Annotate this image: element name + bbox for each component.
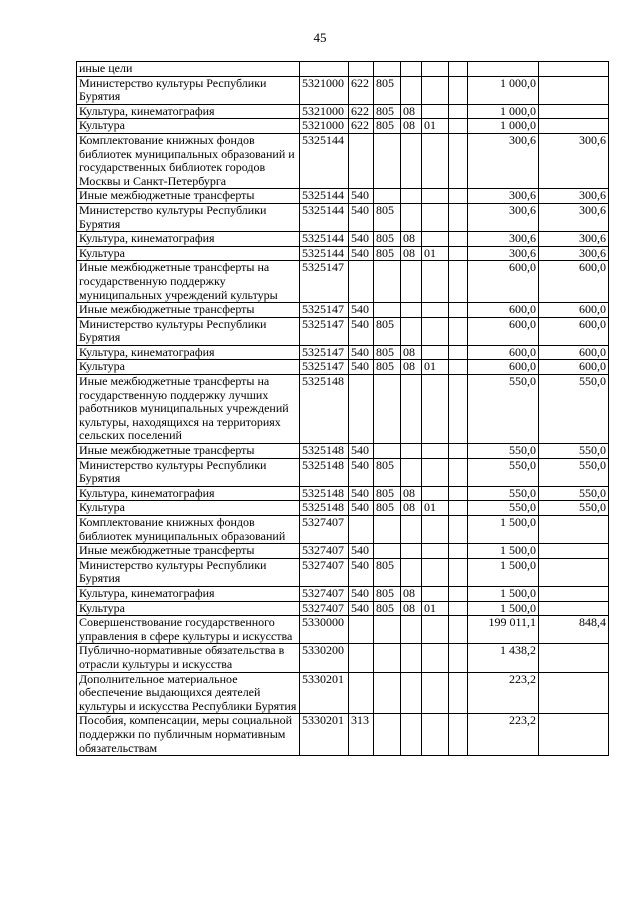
table-row — [77, 246, 609, 261]
row-name-cell: Иные межбюджетные трансферты — [77, 189, 300, 204]
row-code-cell: 5321000 — [300, 76, 349, 104]
row-name-cell: Министерство культуры Республики Бурятия — [77, 558, 300, 586]
row-vr-cell: 540 — [349, 317, 374, 345]
row-code-cell: 5325147 — [300, 360, 349, 375]
row-pr-cell — [422, 203, 449, 231]
row-grbs-cell — [374, 189, 401, 204]
row-code-cell: 5321000 — [300, 104, 349, 119]
row-sum-2013-cell: 300,6 — [468, 232, 539, 247]
row-code-cell: 5325147 — [300, 317, 349, 345]
row-empty-cell — [449, 601, 468, 616]
row-pr-cell: 01 — [422, 119, 449, 134]
row-code-cell: 5327407 — [300, 544, 349, 559]
row-empty-cell — [449, 444, 468, 459]
table-row — [77, 444, 609, 459]
row-rz-cell: 08 — [401, 486, 422, 501]
table-row — [77, 558, 609, 586]
row-name-cell: Совершенствование государственного управления в сфере культуры и искусства — [77, 616, 300, 644]
row-grbs-cell: 805 — [374, 486, 401, 501]
row-empty-cell — [449, 458, 468, 486]
row-pr-cell — [422, 616, 449, 644]
row-sum-federal-cell — [539, 62, 609, 77]
row-name-cell: Культура, кинематография — [77, 586, 300, 601]
row-code-cell: 5325144 — [300, 189, 349, 204]
row-sum-federal-cell: 600,0 — [539, 345, 609, 360]
row-vr-cell: 540 — [349, 486, 374, 501]
row-rz-cell — [401, 133, 422, 188]
row-sum-federal-cell: 600,0 — [539, 303, 609, 318]
row-rz-cell: 08 — [401, 586, 422, 601]
row-empty-cell — [449, 516, 468, 544]
row-grbs-cell — [374, 644, 401, 672]
row-pr-cell — [422, 544, 449, 559]
row-vr-cell — [349, 133, 374, 188]
row-vr-cell: 540 — [349, 189, 374, 204]
row-rz-cell — [401, 203, 422, 231]
row-vr-cell: 540 — [349, 345, 374, 360]
row-rz-cell — [401, 375, 422, 444]
row-pr-cell — [422, 486, 449, 501]
row-sum-federal-cell: 550,0 — [539, 444, 609, 459]
row-empty-cell — [449, 203, 468, 231]
row-name-cell: Культура, кинематография — [77, 345, 300, 360]
row-empty-cell — [449, 232, 468, 247]
row-rz-cell: 08 — [401, 501, 422, 516]
row-code-cell: 5325144 — [300, 232, 349, 247]
row-name-cell: Иные межбюджетные трансферты — [77, 544, 300, 559]
row-name-cell: Культура — [77, 601, 300, 616]
row-empty-cell — [449, 133, 468, 188]
table-row — [77, 104, 609, 119]
row-name-cell: Культура, кинематография — [77, 486, 300, 501]
row-vr-cell: 540 — [349, 246, 374, 261]
row-sum-2013-cell: 1 500,0 — [468, 544, 539, 559]
row-empty-cell — [449, 672, 468, 714]
row-sum-federal-cell: 300,6 — [539, 133, 609, 188]
table-row — [77, 544, 609, 559]
row-name-cell: Культура — [77, 360, 300, 375]
row-pr-cell — [422, 714, 449, 756]
row-empty-cell — [449, 714, 468, 756]
row-sum-federal-cell — [539, 714, 609, 756]
table-row — [77, 133, 609, 188]
row-sum-2013-cell: 550,0 — [468, 486, 539, 501]
row-vr-cell: 540 — [349, 558, 374, 586]
row-sum-federal-cell: 300,6 — [539, 203, 609, 231]
row-pr-cell — [422, 76, 449, 104]
row-grbs-cell — [374, 516, 401, 544]
row-pr-cell — [422, 232, 449, 247]
row-name-cell: Публично-нормативные обязательства в отрасли культуры и искусства — [77, 644, 300, 672]
row-rz-cell — [401, 544, 422, 559]
row-grbs-cell: 805 — [374, 360, 401, 375]
row-sum-2013-cell: 1 500,0 — [468, 601, 539, 616]
row-code-cell: 5325148 — [300, 375, 349, 444]
row-rz-cell — [401, 516, 422, 544]
row-pr-cell — [422, 133, 449, 188]
row-rz-cell: 08 — [401, 345, 422, 360]
row-vr-cell: 622 — [349, 76, 374, 104]
row-rz-cell — [401, 261, 422, 303]
row-code-cell: 5327407 — [300, 586, 349, 601]
row-grbs-cell — [374, 62, 401, 77]
row-code-cell: 5330000 — [300, 616, 349, 644]
row-rz-cell: 08 — [401, 246, 422, 261]
row-empty-cell — [449, 119, 468, 134]
row-sum-2013-cell: 1 438,2 — [468, 644, 539, 672]
row-sum-federal-cell — [539, 586, 609, 601]
row-name-cell: Культура, кинематография — [77, 104, 300, 119]
row-sum-federal-cell — [539, 672, 609, 714]
row-empty-cell — [449, 317, 468, 345]
row-sum-2013-cell: 1 500,0 — [468, 586, 539, 601]
row-sum-2013-cell: 600,0 — [468, 317, 539, 345]
row-sum-2013-cell: 300,6 — [468, 246, 539, 261]
row-vr-cell: 540 — [349, 601, 374, 616]
row-sum-federal-cell: 550,0 — [539, 458, 609, 486]
table-row — [77, 303, 609, 318]
row-sum-2013-cell: 223,2 — [468, 672, 539, 714]
row-grbs-cell — [374, 616, 401, 644]
row-pr-cell — [422, 62, 449, 77]
row-rz-cell — [401, 303, 422, 318]
row-pr-cell — [422, 375, 449, 444]
row-pr-cell — [422, 345, 449, 360]
budget-table — [76, 61, 609, 756]
row-empty-cell — [449, 616, 468, 644]
row-code-cell — [300, 62, 349, 77]
row-name-cell: Министерство культуры Республики Бурятия — [77, 76, 300, 104]
row-empty-cell — [449, 544, 468, 559]
row-vr-cell: 622 — [349, 104, 374, 119]
row-sum-2013-cell: 300,6 — [468, 189, 539, 204]
row-pr-cell — [422, 444, 449, 459]
row-vr-cell: 540 — [349, 360, 374, 375]
row-pr-cell: 01 — [422, 360, 449, 375]
row-sum-2013-cell: 1 000,0 — [468, 104, 539, 119]
row-pr-cell — [422, 458, 449, 486]
table-row — [77, 189, 609, 204]
table-row — [77, 375, 609, 444]
row-pr-cell — [422, 558, 449, 586]
row-rz-cell: 08 — [401, 119, 422, 134]
row-sum-federal-cell: 600,0 — [539, 261, 609, 303]
row-code-cell: 5327407 — [300, 601, 349, 616]
row-vr-cell: 540 — [349, 586, 374, 601]
row-pr-cell: 01 — [422, 246, 449, 261]
table-row — [77, 261, 609, 303]
page-number: 45 — [313, 30, 327, 45]
row-pr-cell — [422, 317, 449, 345]
table-row — [77, 672, 609, 714]
row-name-cell: Культура — [77, 501, 300, 516]
row-sum-federal-cell — [539, 76, 609, 104]
row-vr-cell: 540 — [349, 501, 374, 516]
row-vr-cell — [349, 644, 374, 672]
row-empty-cell — [449, 558, 468, 586]
row-rz-cell — [401, 444, 422, 459]
row-code-cell: 5330201 — [300, 672, 349, 714]
row-code-cell: 5325144 — [300, 203, 349, 231]
row-sum-2013-cell: 600,0 — [468, 360, 539, 375]
row-grbs-cell — [374, 714, 401, 756]
row-empty-cell — [449, 360, 468, 375]
row-pr-cell — [422, 303, 449, 318]
row-grbs-cell: 805 — [374, 76, 401, 104]
row-grbs-cell — [374, 672, 401, 714]
table-row — [77, 203, 609, 231]
row-grbs-cell: 805 — [374, 558, 401, 586]
row-code-cell: 5325148 — [300, 444, 349, 459]
table-row — [77, 119, 609, 134]
row-sum-2013-cell: 223,2 — [468, 714, 539, 756]
row-name-cell: Культура, кинематография — [77, 232, 300, 247]
row-name-cell: Министерство культуры Республики Бурятия — [77, 458, 300, 486]
row-sum-2013-cell: 1 500,0 — [468, 558, 539, 586]
row-vr-cell: 540 — [349, 544, 374, 559]
row-rz-cell — [401, 616, 422, 644]
row-empty-cell — [449, 189, 468, 204]
row-vr-cell: 540 — [349, 303, 374, 318]
row-sum-2013-cell: 1 500,0 — [468, 516, 539, 544]
row-name-cell: Комплектование книжных фондов библиотек муниципальных образований и государственных библиотек городов Москвы и Санкт-Петербурга — [77, 133, 300, 188]
row-sum-federal-cell — [539, 544, 609, 559]
row-grbs-cell: 805 — [374, 586, 401, 601]
row-sum-federal-cell: 600,0 — [539, 360, 609, 375]
row-sum-federal-cell: 600,0 — [539, 317, 609, 345]
row-sum-federal-cell — [539, 104, 609, 119]
row-sum-2013-cell: 550,0 — [468, 458, 539, 486]
table-row — [77, 501, 609, 516]
row-code-cell: 5325147 — [300, 261, 349, 303]
row-sum-2013-cell: 199 011,1 — [468, 616, 539, 644]
row-name-cell: Иные межбюджетные трансферты — [77, 303, 300, 318]
table-row — [77, 232, 609, 247]
row-rz-cell — [401, 62, 422, 77]
row-vr-cell — [349, 261, 374, 303]
row-sum-2013-cell: 600,0 — [468, 345, 539, 360]
table-row — [77, 616, 609, 644]
row-vr-cell — [349, 516, 374, 544]
row-rz-cell: 08 — [401, 360, 422, 375]
budget-table-body — [77, 62, 609, 756]
row-pr-cell — [422, 189, 449, 204]
row-rz-cell — [401, 76, 422, 104]
row-code-cell: 5325148 — [300, 486, 349, 501]
row-name-cell: Иные межбюджетные трансферты — [77, 444, 300, 459]
row-empty-cell — [449, 345, 468, 360]
row-sum-federal-cell — [539, 119, 609, 134]
row-name-cell: Иные межбюджетные трансферты на государственную поддержку лучших работников муниципальных учреждений культуры, находящихся на территориях сельских поселений — [77, 375, 300, 444]
row-rz-cell — [401, 317, 422, 345]
row-empty-cell — [449, 62, 468, 77]
row-rz-cell — [401, 458, 422, 486]
row-pr-cell: 01 — [422, 501, 449, 516]
table-row — [77, 76, 609, 104]
row-rz-cell — [401, 644, 422, 672]
row-pr-cell — [422, 644, 449, 672]
row-empty-cell — [449, 261, 468, 303]
row-grbs-cell — [374, 544, 401, 559]
row-grbs-cell — [374, 303, 401, 318]
table-row — [77, 601, 609, 616]
row-empty-cell — [449, 303, 468, 318]
row-name-cell: Культура — [77, 119, 300, 134]
table-row — [77, 644, 609, 672]
row-grbs-cell: 805 — [374, 246, 401, 261]
row-sum-2013-cell: 300,6 — [468, 133, 539, 188]
row-code-cell: 5321000 — [300, 119, 349, 134]
row-rz-cell — [401, 189, 422, 204]
row-rz-cell — [401, 672, 422, 714]
row-vr-cell: 622 — [349, 119, 374, 134]
row-sum-federal-cell — [539, 601, 609, 616]
row-rz-cell — [401, 558, 422, 586]
row-name-cell: иные цели — [77, 62, 300, 77]
row-vr-cell: 540 — [349, 203, 374, 231]
row-code-cell: 5325148 — [300, 458, 349, 486]
row-name-cell: Министерство культуры Республики Бурятия — [77, 317, 300, 345]
table-row — [77, 714, 609, 756]
row-name-cell: Министерство культуры Республики Бурятия — [77, 203, 300, 231]
row-name-cell: Культура — [77, 246, 300, 261]
row-grbs-cell: 805 — [374, 119, 401, 134]
row-sum-2013-cell: 600,0 — [468, 303, 539, 318]
row-grbs-cell — [374, 261, 401, 303]
table-row — [77, 317, 609, 345]
row-code-cell: 5327407 — [300, 516, 349, 544]
row-sum-federal-cell: 550,0 — [539, 486, 609, 501]
row-grbs-cell: 805 — [374, 601, 401, 616]
row-name-cell: Комплектование книжных фондов библиотек муниципальных образований — [77, 516, 300, 544]
row-sum-2013-cell: 1 000,0 — [468, 76, 539, 104]
row-grbs-cell: 805 — [374, 232, 401, 247]
row-grbs-cell: 805 — [374, 203, 401, 231]
row-empty-cell — [449, 104, 468, 119]
row-sum-federal-cell: 300,6 — [539, 232, 609, 247]
row-sum-2013-cell: 300,6 — [468, 203, 539, 231]
row-sum-2013-cell: 1 000,0 — [468, 119, 539, 134]
row-empty-cell — [449, 501, 468, 516]
row-vr-cell — [349, 375, 374, 444]
row-sum-federal-cell: 300,6 — [539, 246, 609, 261]
row-code-cell: 5325144 — [300, 246, 349, 261]
table-row — [77, 360, 609, 375]
row-code-cell: 5327407 — [300, 558, 349, 586]
row-vr-cell — [349, 62, 374, 77]
row-sum-2013-cell — [468, 62, 539, 77]
row-rz-cell: 08 — [401, 232, 422, 247]
row-pr-cell — [422, 261, 449, 303]
row-pr-cell — [422, 516, 449, 544]
row-empty-cell — [449, 76, 468, 104]
row-sum-federal-cell: 550,0 — [539, 375, 609, 444]
row-vr-cell: 313 — [349, 714, 374, 756]
row-sum-federal-cell: 848,4 — [539, 616, 609, 644]
table-row — [77, 62, 609, 77]
row-grbs-cell: 805 — [374, 501, 401, 516]
table-row — [77, 516, 609, 544]
row-vr-cell: 540 — [349, 232, 374, 247]
row-sum-2013-cell: 550,0 — [468, 375, 539, 444]
row-empty-cell — [449, 486, 468, 501]
row-sum-federal-cell — [539, 644, 609, 672]
row-grbs-cell: 805 — [374, 104, 401, 119]
row-name-cell: Дополнительное материальное обеспечение выдающихся деятелей культуры и искусства Республики Бурятия — [77, 672, 300, 714]
row-code-cell: 5325144 — [300, 133, 349, 188]
row-code-cell: 5330200 — [300, 644, 349, 672]
row-sum-federal-cell — [539, 516, 609, 544]
table-row — [77, 486, 609, 501]
row-vr-cell — [349, 616, 374, 644]
row-empty-cell — [449, 246, 468, 261]
row-vr-cell: 540 — [349, 444, 374, 459]
row-code-cell: 5325147 — [300, 303, 349, 318]
row-sum-2013-cell: 600,0 — [468, 261, 539, 303]
row-sum-federal-cell — [539, 558, 609, 586]
row-sum-federal-cell: 550,0 — [539, 501, 609, 516]
row-grbs-cell: 805 — [374, 458, 401, 486]
row-pr-cell — [422, 586, 449, 601]
row-code-cell: 5325148 — [300, 501, 349, 516]
row-grbs-cell — [374, 444, 401, 459]
row-rz-cell: 08 — [401, 104, 422, 119]
row-sum-federal-cell: 300,6 — [539, 189, 609, 204]
row-rz-cell — [401, 714, 422, 756]
row-grbs-cell: 805 — [374, 345, 401, 360]
table-row — [77, 345, 609, 360]
row-empty-cell — [449, 586, 468, 601]
row-pr-cell: 01 — [422, 601, 449, 616]
row-code-cell: 5330201 — [300, 714, 349, 756]
row-vr-cell: 540 — [349, 458, 374, 486]
table-row — [77, 458, 609, 486]
row-grbs-cell — [374, 375, 401, 444]
row-sum-2013-cell: 550,0 — [468, 501, 539, 516]
row-empty-cell — [449, 644, 468, 672]
row-pr-cell — [422, 104, 449, 119]
row-vr-cell — [349, 672, 374, 714]
row-pr-cell — [422, 672, 449, 714]
row-name-cell: Пособия, компенсации, меры социальной поддержки по публичным нормативным обязательствам — [77, 714, 300, 756]
table-row — [77, 586, 609, 601]
row-rz-cell: 08 — [401, 601, 422, 616]
row-name-cell: Иные межбюджетные трансферты на государственную поддержку муниципальных учреждений культуры — [77, 261, 300, 303]
row-sum-2013-cell: 550,0 — [468, 444, 539, 459]
row-grbs-cell: 805 — [374, 317, 401, 345]
row-empty-cell — [449, 375, 468, 444]
row-grbs-cell — [374, 133, 401, 188]
row-code-cell: 5325147 — [300, 345, 349, 360]
